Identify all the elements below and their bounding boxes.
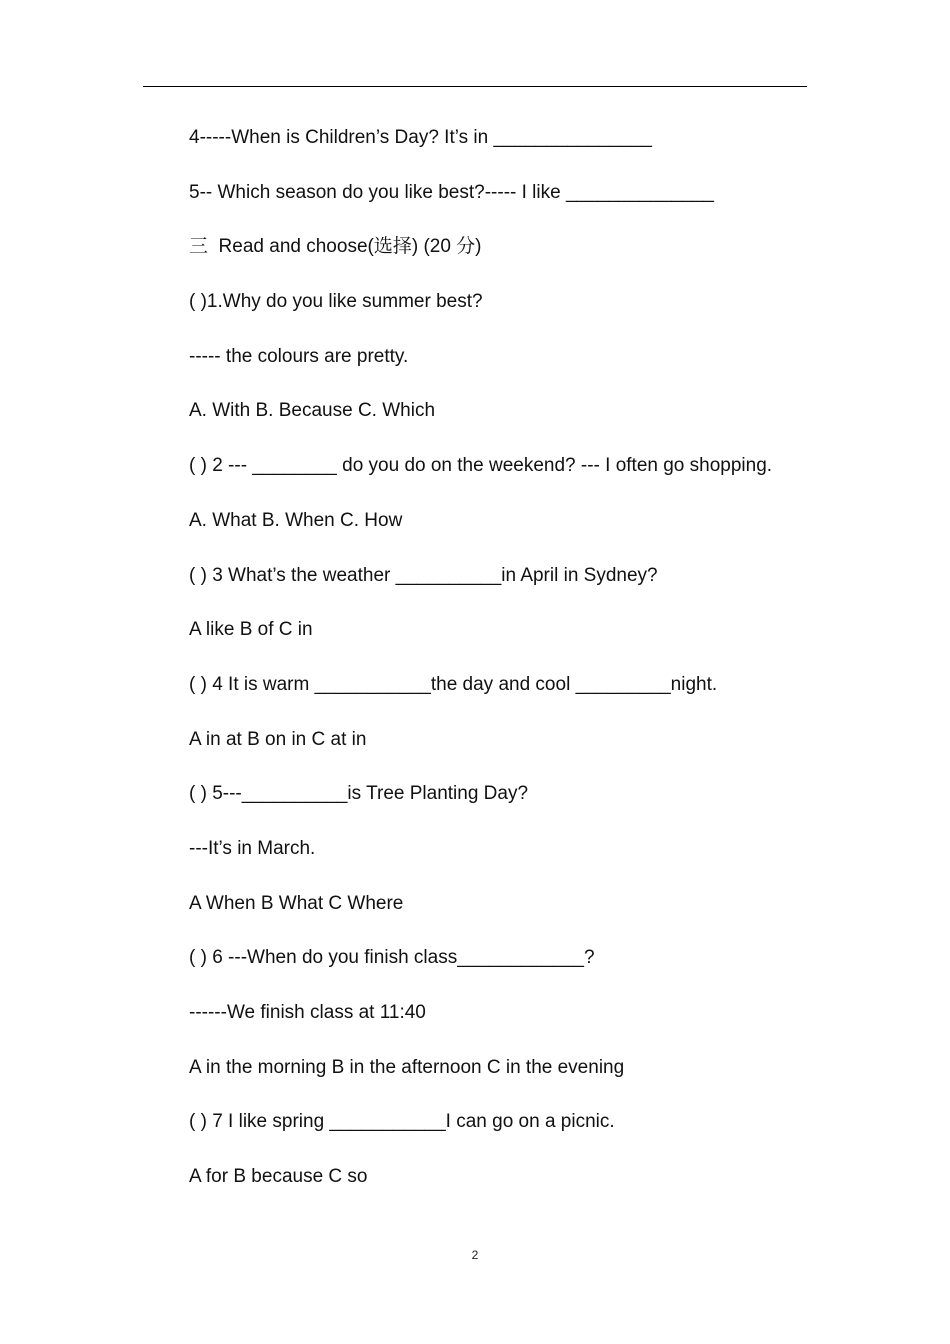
- question-4-fill-blank: 4-----When is Children’s Day? It’s in _______________: [189, 127, 652, 148]
- choice-question-7-options: A for B because C so: [189, 1166, 368, 1188]
- choice-question-6: ( ) 6 ---When do you finish class____________?: [189, 947, 595, 969]
- choice-question-4-options: A in at B on in C at in: [189, 728, 367, 750]
- page-number: 2: [471, 1248, 479, 1262]
- choice-question-1-options: A. With B. Because C. Which: [189, 400, 436, 422]
- choice-question-5: ( ) 5---__________is Tree Planting Day?: [189, 783, 529, 805]
- choice-question-5-answer-line: ---It’s in March.: [189, 837, 316, 859]
- choice-question-5-options: A When B What C Where: [189, 892, 404, 914]
- question-5-fill-blank: 5-- Which season do you like best?----- I like ______________: [189, 181, 714, 203]
- choice-question-2-options: A. What B. When C. How: [189, 509, 403, 531]
- choice-question-2: ( ) 2 --- ________ do you do on the weekend? --- I often go shopping.: [189, 455, 773, 477]
- section-three-heading: 三 Read and choose(选择) (20 分): [189, 236, 482, 258]
- document-body: [189, 120, 829, 1214]
- choice-question-3: ( ) 3 What’s the weather __________in April in Sydney?: [189, 564, 658, 586]
- choice-question-1-answer-line: ----- the colours are pretty.: [189, 345, 409, 367]
- choice-question-1: ( )1.Why do you like summer best?: [189, 291, 483, 313]
- header-rule: [143, 86, 807, 87]
- choice-question-6-answer-line: ------We finish class at 11:40: [189, 1002, 426, 1023]
- choice-question-7: ( ) 7 I like spring ___________I can go on a picnic.: [189, 1111, 615, 1133]
- choice-question-3-options: A like B of C in: [189, 619, 313, 641]
- choice-question-6-options: A in the morning B in the afternoon C in the evening: [189, 1056, 625, 1078]
- choice-question-4: ( ) 4 It is warm ___________the day and cool _________night.: [189, 673, 718, 695]
